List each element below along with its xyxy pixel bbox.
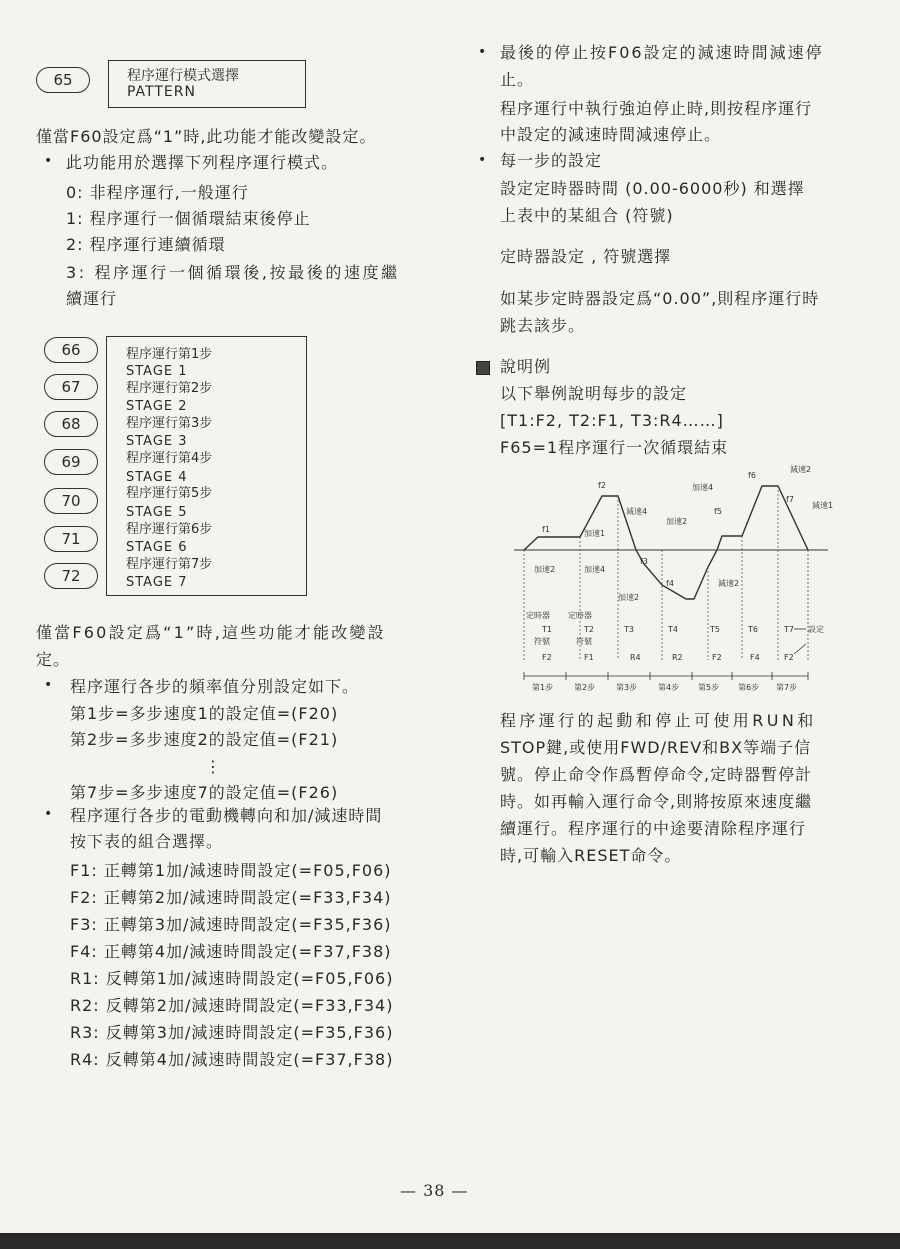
stage5-zh: 程序運行第5步 [126,486,213,501]
function-code-72: 72 [44,563,98,589]
vertical-dots: ⋮ [205,757,222,776]
step2-freq: 第2步=多步速度2的設定值=(F21) [70,730,339,749]
timer-label-t5: T5 [710,625,720,634]
code-f4: F4 [750,653,760,662]
example-title: 說明例 [500,357,552,376]
accel-label: 加速2 [534,565,556,574]
function-title-en: PATTERN [127,84,196,100]
stage5-en: STAGE 5 [126,505,188,520]
table-row-f2: F2: 正轉第2加/減速時間設定(=F33,F34) [70,888,392,907]
step-label: 第6步 [738,683,760,692]
step-label: 第4步 [658,683,680,692]
example-line3: F65=1程序運行一次循環結束 [500,438,729,457]
function-code-66: 66 [44,337,98,363]
skip-note-line2: 跳去該步。 [500,316,586,335]
timer-label-t7: T7 [784,625,794,634]
function-code-70: 70 [44,488,98,514]
final-stop-line1: 最後的停止按F06設定的減速時間減速停 [500,43,824,62]
stage6-zh: 程序運行第6步 [126,522,213,537]
step-label: 第2步 [574,683,596,692]
example-line2: [T1:F2, T2:F1, T3:R4……] [500,411,724,430]
timer-label-t3: T3 [624,625,634,634]
timer-label-t2: T2 [584,625,594,634]
scan-bottom-edge [0,1233,900,1249]
stage4-zh: 程序運行第4步 [126,451,213,466]
decel-label: 減速2 [790,465,812,474]
timer-label-t6: T6 [748,625,758,634]
run-stop-line3: 號。停止命令作爲暫停命令,定時器暫停計 [500,765,813,784]
step-label: 第7步 [776,683,798,692]
code-f2: F2 [784,653,794,662]
stages-title-box [106,336,307,596]
function-code-67: 67 [44,374,98,400]
section65-intro: 僅當F60設定爲“1”時,此功能才能改變設定。 [36,127,377,146]
table-row-f4: F4: 正轉第4加/減速時間設定(=F37,F38) [70,942,392,961]
program-operation-diagram [510,462,835,694]
each-step-title: 每一步的設定 [500,151,603,170]
step-label: 第1步 [532,683,554,692]
step1-freq: 第1步=多步速度1的設定值=(F20) [70,704,339,723]
function-title-box-65 [108,60,306,108]
example-line1: 以下舉例說明每步的設定 [500,384,688,403]
stage7-en: STAGE 7 [126,575,188,590]
decel-label: 減速4 [626,507,648,516]
accel-label: 加速2 [618,593,640,602]
table-row-f3: F3: 正轉第3加/減速時間設定(=F35,F36) [70,915,392,934]
forced-stop-line2: 中設定的減速時間減速停止。 [500,125,722,144]
level-label-f5: f5 [714,507,722,516]
code-f1: F1 [584,653,594,662]
bullet-icon: • [44,153,53,169]
run-stop-line5: 續運行。程序運行的中途要清除程序運行 [500,819,807,838]
table-row-r3: R3: 反轉第3加/減速時間設定(=F35,F36) [70,1023,394,1042]
timer-label-t1: T1 [542,625,552,634]
level-label-f2: f2 [598,481,606,490]
stage7-zh: 程序運行第7步 [126,557,213,572]
code-f2: F2 [712,653,722,662]
pattern-option-0: 0: 非程序運行,一般運行 [66,183,249,202]
stage3-en: STAGE 3 [126,434,188,449]
stage1-en: STAGE 1 [126,364,188,379]
square-bullet-icon [476,361,490,375]
stages-intro-line2: 定。 [36,650,71,669]
each-step-line1: 設定定時器時間 (0.00-6000秒) 和選擇 [500,179,805,198]
stage1-zh: 程序運行第1步 [126,347,213,362]
step7-freq: 第7步=多步速度7的設定值=(F26) [70,783,339,802]
timer-label-t4: T4 [668,625,678,634]
pattern-option-2: 2: 程序運行連續循環 [66,235,226,254]
code-f2: F2 [542,653,552,662]
skip-note-line1: 如某步定時器設定爲“0.00”,則程序運行時 [500,289,820,308]
bullet-icon: • [44,677,53,693]
table-row-r1: R1: 反轉第1加/減速時間設定(=F05,F06) [70,969,394,988]
final-stop-line2: 止。 [500,70,535,89]
level-label-f4: f4 [666,579,674,588]
bullet-icon: • [44,806,53,822]
pattern-option-3-cont: 續運行 [66,289,118,308]
pattern-option-1: 1: 程序運行一個循環結束後停止 [66,209,311,228]
stage4-en: STAGE 4 [126,470,188,485]
function-code-71: 71 [44,526,98,552]
step-label: 第3步 [616,683,638,692]
symbol-label: 符號 [534,637,550,646]
level-label-f6: f6 [748,471,756,480]
run-stop-line6: 時,可輸入RESET命令。 [500,846,682,865]
stage3-zh: 程序運行第3步 [126,416,213,431]
level-label-f7: f7 [786,495,794,504]
pattern-option-3: 3: 程序運行一個循環後,按最後的速度繼 [66,263,400,282]
timer-symbol-note: 定時器設定 , 符號選擇 [500,247,672,266]
level-label-f3: f3 [640,557,648,566]
decel-label: 減速2 [718,579,740,588]
accel-label: 加速4 [692,483,714,492]
table-row-r4: R4: 反轉第4加/減速時間設定(=F37,F38) [70,1050,394,1069]
direction-bullet-line2: 按下表的組合選擇。 [70,832,224,851]
run-stop-line2: STOP鍵,或使用FWD/REV和BX等端子信 [500,738,812,757]
symbol-label: 符號 [576,637,592,646]
stage2-en: STAGE 2 [126,399,188,414]
timer-setting-label: 定時器 [526,611,550,620]
code-r2: R2 [672,653,683,662]
decel-label: 減速1 [812,501,834,510]
accel-label: 加速4 [584,565,606,574]
stage2-zh: 程序運行第2步 [126,381,213,396]
run-stop-line1: 程序運行的起動和停止可使用RUN和 [500,711,817,730]
bullet-icon: • [478,152,487,168]
table-row-r2: R2: 反轉第2加/減速時間設定(=F33,F34) [70,996,394,1015]
stage6-en: STAGE 6 [126,540,188,555]
stages-intro-line1: 僅當F60設定爲“1”時,這些功能才能改變設 [36,623,386,642]
level-label-f1: f1 [542,525,550,534]
function-code-69: 69 [44,449,98,475]
function-code-68: 68 [44,411,98,437]
bullet-icon: • [478,44,487,60]
page-number: — 38 — [400,1181,469,1200]
table-row-f1: F1: 正轉第1加/減速時間設定(=F05,F06) [70,861,392,880]
section65-bullet: 此功能用於選擇下列程序運行模式。 [66,153,339,172]
setting-arrow-label: 設定 [808,625,824,634]
code-r4: R4 [630,653,641,662]
function-code-65: 65 [36,67,90,93]
direction-bullet-line1: 程序運行各步的電動機轉向和加/減速時間 [70,806,383,825]
run-stop-line4: 時。如再輸入運行命令,則將按原來速度繼 [500,792,813,811]
accel-label: 加速1 [584,529,606,538]
function-title-zh: 程序運行模式選擇 [127,68,239,84]
accel-label: 加速2 [666,517,688,526]
freq-bullet: 程序運行各步的頻率值分別設定如下。 [70,677,360,696]
step-label: 第5步 [698,683,720,692]
each-step-line2: 上表中的某組合 (符號) [500,206,674,225]
timer-setting-label: 定時器 [568,611,592,620]
forced-stop-line1: 程序運行中執行強迫停止時,則按程序運行 [500,99,813,118]
